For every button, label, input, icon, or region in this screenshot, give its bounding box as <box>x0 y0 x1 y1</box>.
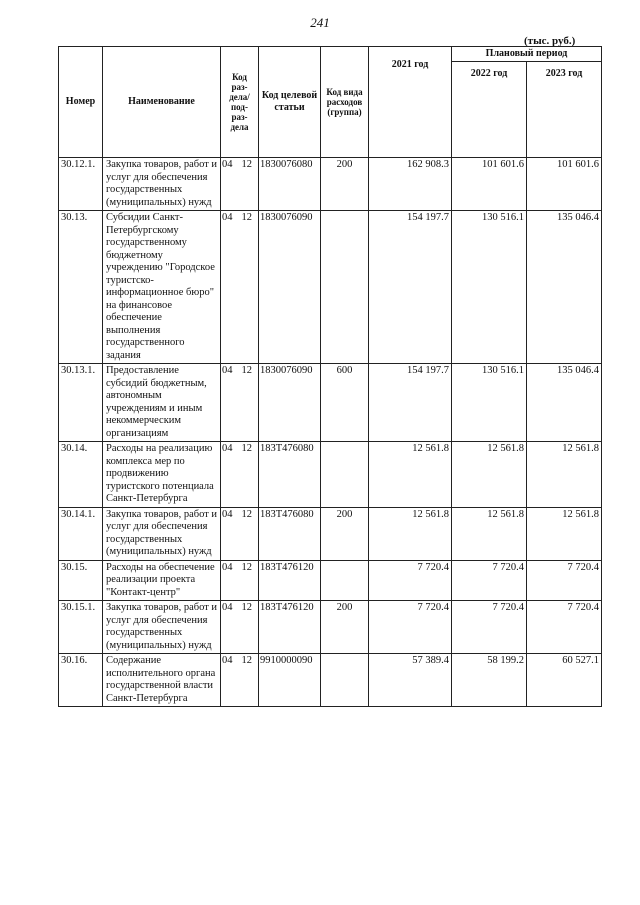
row-section-code <box>221 158 259 211</box>
row-number: 30.13. <box>59 211 103 364</box>
table-row <box>59 211 602 364</box>
section-code: 04 <box>222 159 233 170</box>
subsection-code: 12 <box>241 443 252 454</box>
row-2023: 135 046.4 <box>527 211 602 364</box>
subsection-code: 12 <box>241 159 252 170</box>
subsection-code: 12 <box>241 561 252 573</box>
subsection-code: 12 <box>241 365 252 376</box>
row-number: 30.16. <box>59 654 103 707</box>
header-planning-period: Плановый период <box>452 47 602 62</box>
header-target-code: Код целевой статьи <box>259 47 321 158</box>
section-code: 04 <box>222 508 233 520</box>
row-expense-type: 200 <box>321 507 369 560</box>
section-code: 04 <box>222 365 233 376</box>
row-2023: 135 046.4 <box>527 364 602 442</box>
row-section-code <box>221 442 259 508</box>
row-target-code: 1830076090 <box>259 211 321 364</box>
header-2021: 2021 год <box>369 47 452 158</box>
row-expense-type <box>321 442 369 508</box>
row-target-code: 183Т476080 <box>259 442 321 508</box>
row-2023: 12 561.8 <box>527 507 602 560</box>
row-expense-type <box>321 560 369 601</box>
row-target-code: 9910000090 <box>259 654 321 707</box>
table-row <box>59 654 602 707</box>
header-section-code: Код раз-дела/ под-раз-дела <box>221 47 259 158</box>
row-section-code <box>221 364 259 442</box>
subsection-code: 12 <box>241 602 252 613</box>
row-2021: 57 389.4 <box>369 654 452 707</box>
row-number: 30.13.1. <box>59 364 103 442</box>
row-expense-type <box>321 654 369 707</box>
row-2022: 12 561.8 <box>452 507 527 560</box>
row-2022: 12 561.8 <box>452 442 527 508</box>
row-2023: 7 720.4 <box>527 601 602 654</box>
row-2021: 7 720.4 <box>369 601 452 654</box>
section-code: 04 <box>222 443 233 454</box>
row-name: Закупка товаров, работ и услуг для обеспечения государственных (муниципальных) нужд <box>103 158 221 211</box>
row-2021: 12 561.8 <box>369 442 452 508</box>
row-2021: 7 720.4 <box>369 560 452 601</box>
section-code: 04 <box>222 212 233 223</box>
table-row <box>59 442 602 508</box>
subsection-code: 12 <box>241 508 252 520</box>
row-number: 30.12.1. <box>59 158 103 211</box>
row-2022: 130 516.1 <box>452 211 527 364</box>
row-name: Закупка товаров, работ и услуг для обеспечения государственных (муниципальных) нужд <box>103 601 221 654</box>
header-2022: 2022 год <box>452 62 527 158</box>
row-2023: 101 601.6 <box>527 158 602 211</box>
row-2021: 12 561.8 <box>369 507 452 560</box>
row-expense-type: 200 <box>321 158 369 211</box>
row-2023: 7 720.4 <box>527 560 602 601</box>
table-row <box>59 507 602 560</box>
row-2022: 101 601.6 <box>452 158 527 211</box>
row-2022: 58 199.2 <box>452 654 527 707</box>
row-number: 30.15.1. <box>59 601 103 654</box>
row-2021: 154 197.7 <box>369 364 452 442</box>
row-target-code: 1830076080 <box>259 158 321 211</box>
row-name: Расходы на обеспечение реализации проекта "Контакт-центр" <box>103 560 221 601</box>
row-2021: 162 908.3 <box>369 158 452 211</box>
row-name: Расходы на реализацию комплекса мер по продвижению туристского потенциала Санкт-Петербурга <box>103 442 221 508</box>
row-target-code: 183Т476120 <box>259 560 321 601</box>
row-number: 30.14. <box>59 442 103 508</box>
header-number: Номер <box>59 47 103 158</box>
row-section-code <box>221 211 259 364</box>
budget-table <box>58 46 602 707</box>
table-row <box>59 601 602 654</box>
subsection-code: 12 <box>241 212 252 223</box>
row-number: 30.14.1. <box>59 507 103 560</box>
header-expense-type: Код вида расходов (группа) <box>321 47 369 158</box>
row-name: Субсидии Санкт-Петербургскому государственному бюджетному учреждению "Городское туристско-информационное бюро" на финансовое обеспечение выполнения государственного задания <box>103 211 221 364</box>
row-target-code: 183Т476120 <box>259 601 321 654</box>
section-code: 04 <box>222 655 233 666</box>
row-expense-type: 600 <box>321 364 369 442</box>
table-row <box>59 560 602 601</box>
row-2023: 60 527.1 <box>527 654 602 707</box>
units-label: (тыс. руб.) <box>524 35 576 47</box>
row-name: Предоставление субсидий бюджетным, автономным учреждениям и иным некоммерческим организациям <box>103 364 221 442</box>
row-section-code <box>221 560 259 601</box>
row-expense-type: 200 <box>321 601 369 654</box>
row-2022: 7 720.4 <box>452 560 527 601</box>
row-section-code <box>221 654 259 707</box>
row-target-code: 183Т476080 <box>259 507 321 560</box>
header-name: Наименование <box>103 47 221 158</box>
row-2022: 7 720.4 <box>452 601 527 654</box>
row-2022: 130 516.1 <box>452 364 527 442</box>
row-name: Содержание исполнительного органа государственной власти Санкт-Петербурга <box>103 654 221 707</box>
section-code: 04 <box>222 561 233 573</box>
table-row <box>59 364 602 442</box>
row-2023: 12 561.8 <box>527 442 602 508</box>
table-row <box>59 158 602 211</box>
row-number: 30.15. <box>59 560 103 601</box>
row-name: Закупка товаров, работ и услуг для обеспечения государственных (муниципальных) нужд <box>103 507 221 560</box>
row-section-code <box>221 507 259 560</box>
row-2021: 154 197.7 <box>369 211 452 364</box>
row-section-code <box>221 601 259 654</box>
row-target-code: 1830076090 <box>259 364 321 442</box>
subsection-code: 12 <box>241 655 252 666</box>
row-expense-type <box>321 211 369 364</box>
header-2023: 2023 год <box>527 62 602 158</box>
section-code: 04 <box>222 602 233 613</box>
page-number: 241 <box>310 15 330 30</box>
